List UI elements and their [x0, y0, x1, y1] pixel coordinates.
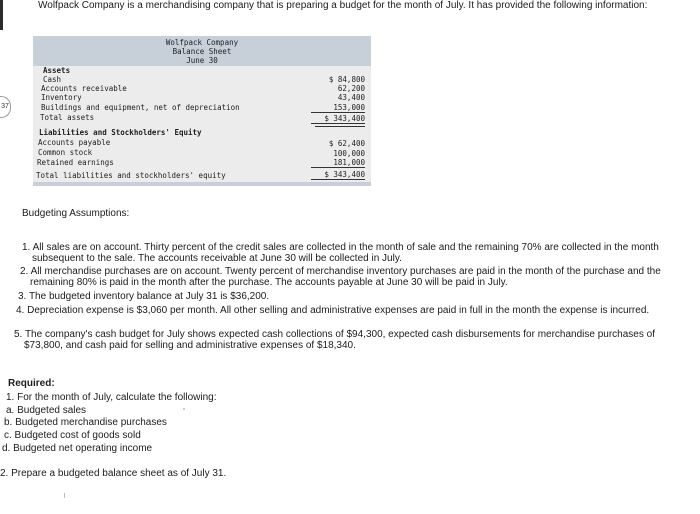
- balance-sheet-header: [33, 36, 371, 66]
- accounts-payable-label: Accounts payable: [38, 138, 111, 147]
- left-edge-bar: [0, 0, 3, 30]
- required-part-a: a. Budgeted sales: [6, 405, 87, 416]
- required-part-b: b. Budgeted merchandise purchases: [4, 417, 167, 428]
- assumption-3-number: 3.: [18, 291, 27, 302]
- assumption-4: [16, 305, 694, 316]
- buildings-amount: 153,000: [311, 103, 365, 113]
- assumption-5-number: 5.: [14, 329, 23, 340]
- required-heading: Required:: [8, 378, 55, 389]
- liabilities-heading: Liabilities and Stockholders' Equity: [39, 128, 202, 137]
- assumption-4-text: Depreciation expense is $3,060 per month. All other selling and administrative expenses are paid in full in the month the expense is incurred.: [27, 305, 650, 316]
- question-number-marker: 37: [0, 96, 11, 118]
- cash-amount: $ 84,800: [328, 75, 365, 84]
- buildings-label: Buildings and equipment, net of depreciation: [41, 103, 240, 112]
- assumption-1: [22, 242, 694, 264]
- total-liabilities-label: Total liabilities and stockholders' equity: [36, 171, 226, 180]
- total-assets-label: Total assets: [40, 113, 95, 122]
- total-assets-amount: $ 343,400: [311, 114, 365, 124]
- assumption-1-number: 1.: [22, 242, 31, 253]
- cursor-speck: [183, 408, 185, 410]
- balance-sheet-footer: [33, 182, 371, 186]
- accounts-payable-amount: $ 62,400: [328, 139, 365, 148]
- inventory-amount: 43,400: [337, 93, 365, 102]
- total-assets-double-rule: [315, 126, 365, 127]
- assumption-2: [20, 266, 680, 288]
- assumption-1-text: All sales are on account. Thirty percent of the credit sales are collected in the month of sale and the remaining 70% are collected in the month subsequent to the sale. The accounts receivable at June 30 will be collected in July.: [32, 242, 659, 264]
- inventory-label: Inventory: [41, 93, 82, 102]
- assumptions-heading: Budgeting Assumptions:: [22, 208, 130, 219]
- assets-heading: Assets: [43, 66, 71, 75]
- statement-name: Balance Sheet: [172, 47, 232, 56]
- cash-label: Cash: [43, 75, 62, 84]
- required-q1: 1. For the month of July, calculate the following:: [6, 392, 217, 403]
- company-name: Wolfpack Company: [165, 38, 239, 47]
- accounts-receivable-amount: 62,200: [337, 84, 365, 93]
- assumption-5-text: The company's cash budget for July shows expected cash collections of $94,300, expected cash disbursements for merchandise purchases of $73,800, and cash paid for selling and administrative expenses of $18,340.: [24, 329, 655, 351]
- required-q2: 2. Prepare a budgeted balance sheet as of July 31.: [0, 468, 227, 479]
- assumption-2-text: All merchandise purchases are on account. Twenty percent of merchandise inventory purchases are paid in the month of the purchase and the remaining 80% is paid in the month after the purchase. The accounts payable at June 30 will be paid in July.: [30, 266, 661, 288]
- common-stock-label: Common stock: [38, 148, 93, 157]
- total-liabilities-amount: $ 343,400: [311, 170, 365, 180]
- cursor-mark: [64, 493, 65, 498]
- common-stock-amount: 100,000: [333, 149, 365, 158]
- accounts-receivable-label: Accounts receivable: [41, 84, 127, 93]
- assumption-4-number: 4.: [16, 305, 25, 316]
- assumption-2-number: 2.: [20, 266, 29, 277]
- retained-earnings-amount: 181,000: [311, 158, 365, 168]
- assumption-5: [14, 329, 694, 351]
- required-part-d: d. Budgeted net operating income: [2, 443, 153, 454]
- intro-text: Wolfpack Company is a merchandising company that is preparing a budget for the month of July. It has provided the following information:: [38, 0, 648, 11]
- required-part-c: c. Budgeted cost of goods sold: [4, 430, 141, 441]
- retained-earnings-label: Retained earnings: [37, 158, 114, 167]
- balance-sheet: [33, 36, 371, 186]
- statement-date: June 30: [186, 56, 218, 65]
- assumption-3-text: The budgeted inventory balance at July 31 is $36,200.: [28, 291, 270, 302]
- assumption-3: [18, 291, 678, 302]
